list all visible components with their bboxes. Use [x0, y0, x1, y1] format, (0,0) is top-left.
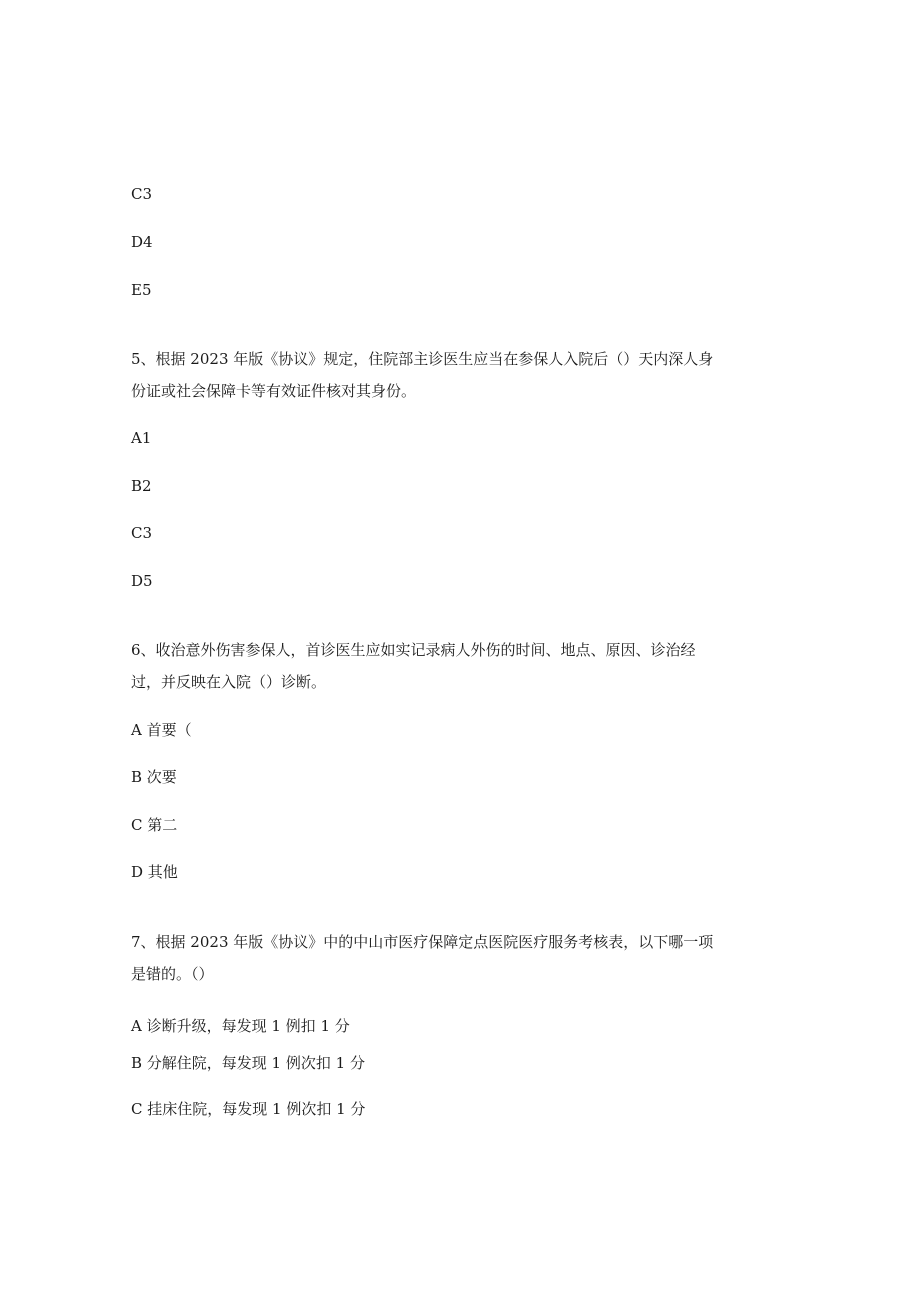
option-c: C3: [131, 185, 153, 203]
question-5-option-b: B2: [131, 477, 152, 495]
question-5-option-c: C3: [131, 524, 153, 542]
question-7-option-c: C 挂床住院，每发现 1 例次扣 1 分: [131, 1100, 366, 1118]
question-6-option-a: A 首要（: [131, 721, 192, 739]
question-5-option-a: A1: [131, 429, 152, 447]
option-d: D4: [131, 233, 153, 251]
question-6-option-b: B 次要: [131, 768, 177, 786]
question-6-stem-line-1: 6、收治意外伤害参保人，首诊医生应如实记录病人外伤的时间、地点、原因、诊治经: [131, 641, 696, 659]
question-6-option-c: C 第二: [131, 816, 178, 834]
question-6-option-d: D 其他: [131, 863, 178, 881]
question-7-option-a: A 诊断升级，每发现 1 例扣 1 分: [131, 1017, 350, 1035]
question-5-option-d: D5: [131, 572, 153, 590]
question-7-option-b: B 分解住院，每发现 1 例次扣 1 分: [131, 1054, 365, 1072]
option-e: E5: [131, 281, 152, 299]
question-7-stem-line-2: 是错的。（）: [131, 965, 214, 983]
question-6-stem-line-2: 过，并反映在入院（）诊断。: [131, 673, 327, 691]
question-5-stem-line-1: 5、根据 2023 年版《协议》规定，住院部主诊医生应当在参保人入院后（）天内深人身: [131, 350, 714, 368]
question-7-stem-line-1: 7、根据 2023 年版《协议》中的中山市医疗保障定点医院医疗服务考核表，以下哪一项: [131, 933, 714, 951]
question-5-stem-line-2: 份证或社会保障卡等有效证件核对其身份。: [131, 382, 417, 400]
